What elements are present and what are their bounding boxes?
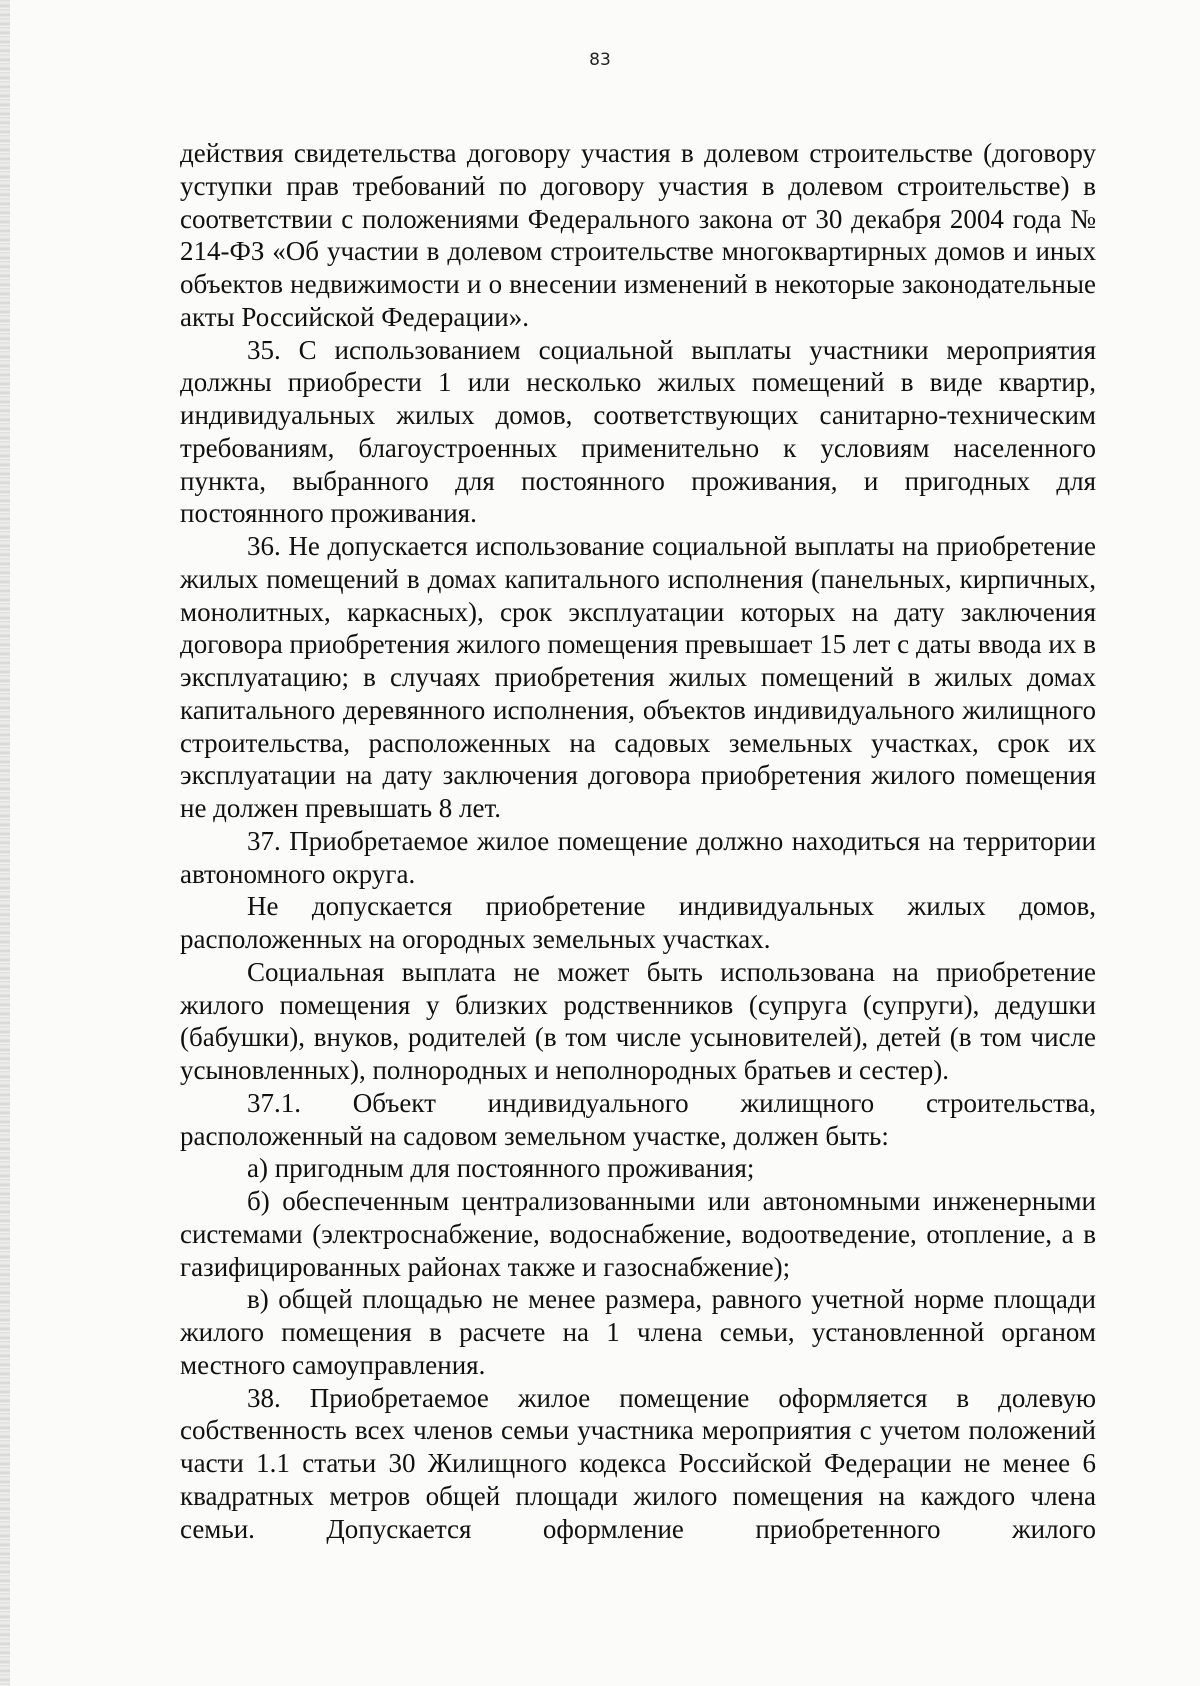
paragraph: 37.1. Объект индивидуального жилищного строительства, расположенный на садовом земельном участке, должен быть: — [180, 1087, 1096, 1151]
paragraph: 35. С использованием социальной выплаты участники мероприятия должны приобрести 1 или несколько жилых помещений в виде квартир, индивидуальных жилых домов, соответствующих санитарно-техническим требованиям, благоустроенных применительно к условиям населенного пункта, выбранного для постоянного проживания, и пригодных для постоянного проживания. — [180, 334, 1096, 529]
list-item: б) обеспеченным централизованными или автономными инженерными системами (электроснабжение, водоснабжение, водоотведение, отопление, а в газифицированных районах также и газоснабжение); — [180, 1186, 1096, 1282]
document-body — [180, 137, 1096, 1545]
paragraph: 38. Приобретаемое жилое помещение оформляется в долевую собственность всех членов семьи участника мероприятия с учетом положений части 1.1 статьи 30 Жилищного кодекса Российской Федерации не менее 6 квадратных метров общей площади жилого помещения на каждого члена семьи. Допускается оформление приобретенного жилого — [180, 1382, 1096, 1544]
page-number: 83 — [589, 50, 611, 70]
list-item: а) пригодным для постоянного проживания; — [247, 1153, 755, 1184]
paragraph: 36. Не допускается использование социальной выплаты на приобретение жилых помещений в домах капитального исполнения (панельных, кирпичных, монолитных, каркасных), срок эксплуатации которых на дату заключения договора приобретения жилого помещения превышает 15 лет с даты ввода их в эксплуатацию; в случаях приобретения жилых помещений в жилых домах капитального деревянного исполнения, объектов индивидуального жилищного строительства, расположенных на садовых земельных участках, срок их эксплуатации на дату заключения договора приобретения жилого помещения не должен превышать 8 лет. — [180, 531, 1096, 823]
paragraph: Социальная выплата не может быть использована на приобретение жилого помещения у близких родственников (супруга (супруги), дедушки (бабушки), внуков, родителей (в том числе усыновителей), детей (в том числе усыновленных), полнородных и неполнородных братьев и сестер). — [180, 956, 1096, 1085]
paragraph: 37. Приобретаемое жилое помещение должно находиться на территории автономного округа. — [180, 825, 1096, 889]
scan-edge-artifact — [0, 0, 10, 1686]
list-item: в) общей площадью не менее размера, равного учетной норме площади жилого помещения в расчете на 1 члена семьи, установленной органом местного самоуправления. — [180, 1284, 1096, 1380]
paragraph: действия свидетельства договору участия в долевом строительстве (договору уступки прав требований по договору участия в долевом строительстве) в соответствии с положениями Федерального закона от 30 декабря 2004 года № 214-ФЗ «Об участии в долевом строительстве многоквартирных домов и иных объектов недвижимости и о внесении изменений в некоторые законодательные акты Российской Федерации». — [180, 138, 1096, 332]
paragraph: Не допускается приобретение индивидуальных жилых домов, расположенных на огородных земельных участках. — [180, 891, 1096, 954]
